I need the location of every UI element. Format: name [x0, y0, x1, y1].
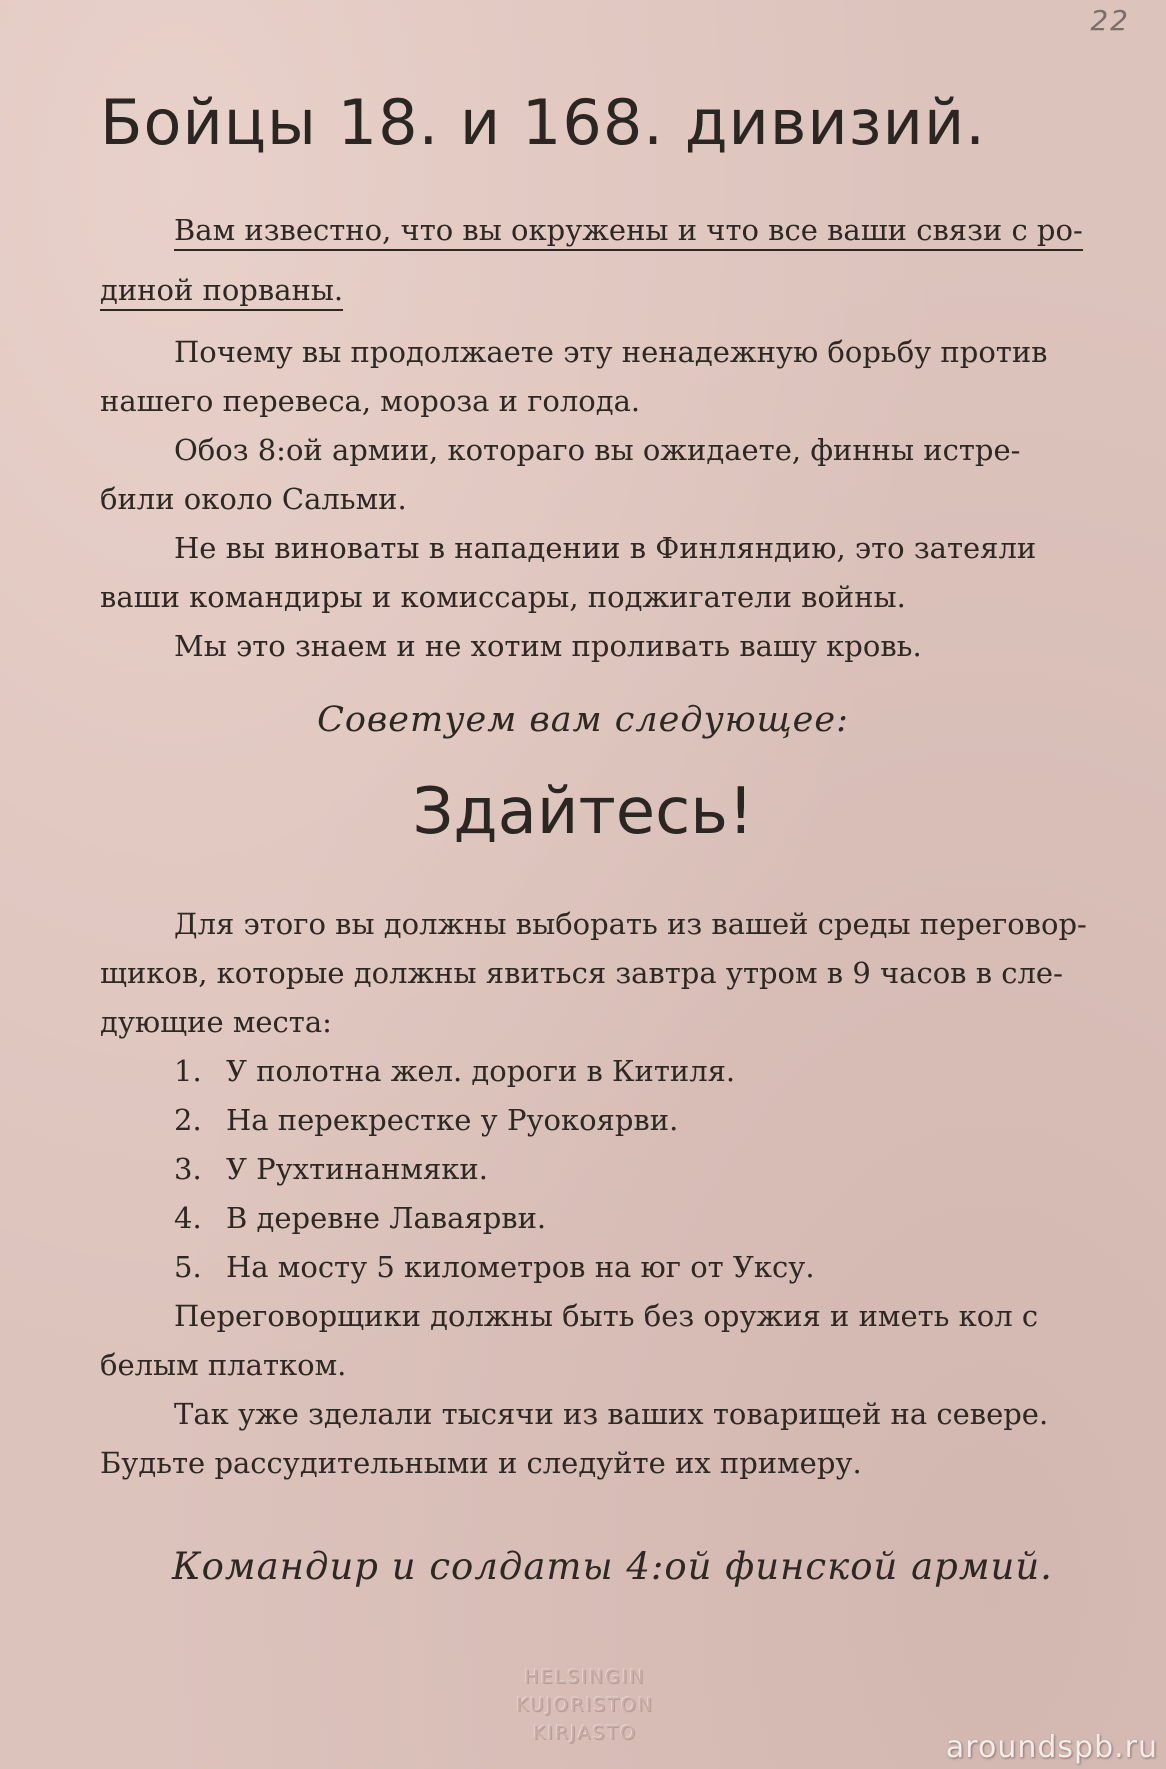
- place-text: У полотна жел. дороги в Китиля.: [226, 1054, 736, 1088]
- imprint-line-3: KIRJASTO: [532, 1722, 638, 1744]
- headline: Бойцы 18. и 168. дивизий.: [100, 86, 986, 159]
- imprint-line-2: KUJORISTON: [515, 1694, 655, 1716]
- convoy-line-1: Обоз 8:ой армии, котораго вы ожидаете, финны истре-: [174, 433, 1021, 467]
- place-text: В деревне Лаваярви.: [226, 1201, 547, 1235]
- place-item: [174, 1151, 488, 1187]
- place-number: 5.: [174, 1250, 202, 1284]
- place-number: 2.: [174, 1103, 202, 1137]
- intro-line-1-text: Вам известно, что вы окружены и что все ваши связи с ро-: [174, 213, 1083, 251]
- negotiators-line-2: белым платком.: [100, 1348, 347, 1382]
- convoy-line-2: били около Сальми.: [100, 482, 407, 516]
- intro-line-1: [174, 212, 1083, 248]
- negotiators-line-1: Переговорщики должны быть без оружия и иметь кол с: [174, 1299, 1039, 1333]
- intro-line-2: [100, 272, 343, 308]
- archive-number: 22: [1090, 4, 1130, 37]
- blame-line-2: ваши командиры и комиссары, поджигатели войны.: [100, 580, 906, 614]
- example-line-1: Так уже зделали тысячи из ваших товарищей на севере.: [174, 1397, 1049, 1431]
- intro-line-2-text: диной порваны.: [100, 273, 343, 311]
- imprint-line-1: HELSINGIN: [524, 1666, 646, 1688]
- place-text: У Рухтинанмяки.: [226, 1152, 488, 1186]
- place-text: На мосту 5 километров на юг от Уксу.: [226, 1250, 815, 1284]
- blame-line-1: Не вы виноваты в нападении в Финляндию, это затеяли: [174, 531, 1037, 565]
- place-item: [174, 1053, 735, 1089]
- printer-imprint: [480, 1663, 690, 1747]
- blood-line: Мы это знаем и не хотим проливать вашу кровь.: [174, 629, 922, 663]
- place-number: 4.: [174, 1201, 202, 1235]
- place-number: 3.: [174, 1152, 202, 1186]
- place-item: [174, 1249, 815, 1285]
- advice-heading: Советуем вам следующее:: [317, 700, 849, 740]
- signature: Командир и солдаты 4:ой финской армий.: [172, 1545, 1053, 1588]
- site-watermark: aroundspb.ru: [945, 1730, 1158, 1765]
- instructions-line-2: щиков, которые должны явиться завтра утром в 9 часов в сле-: [100, 956, 1063, 990]
- instructions-line-3: дующие места:: [100, 1005, 332, 1039]
- surrender-call: Здайтесь!: [412, 775, 754, 849]
- example-line-2: Будьте рассудительными и следуйте их примеру.: [100, 1446, 862, 1480]
- place-number: 1.: [174, 1054, 202, 1088]
- place-text: На перекрестке у Руокоярви.: [226, 1103, 679, 1137]
- why-line-2: нашего перевеса, мороза и голода.: [100, 384, 641, 418]
- why-line-1: Почему вы продолжаете эту ненадежную борьбу против: [174, 335, 1048, 369]
- instructions-line-1: Для этого вы должны выборать из вашей среды переговор-: [174, 907, 1087, 941]
- place-item: [174, 1200, 546, 1236]
- place-item: [174, 1102, 678, 1138]
